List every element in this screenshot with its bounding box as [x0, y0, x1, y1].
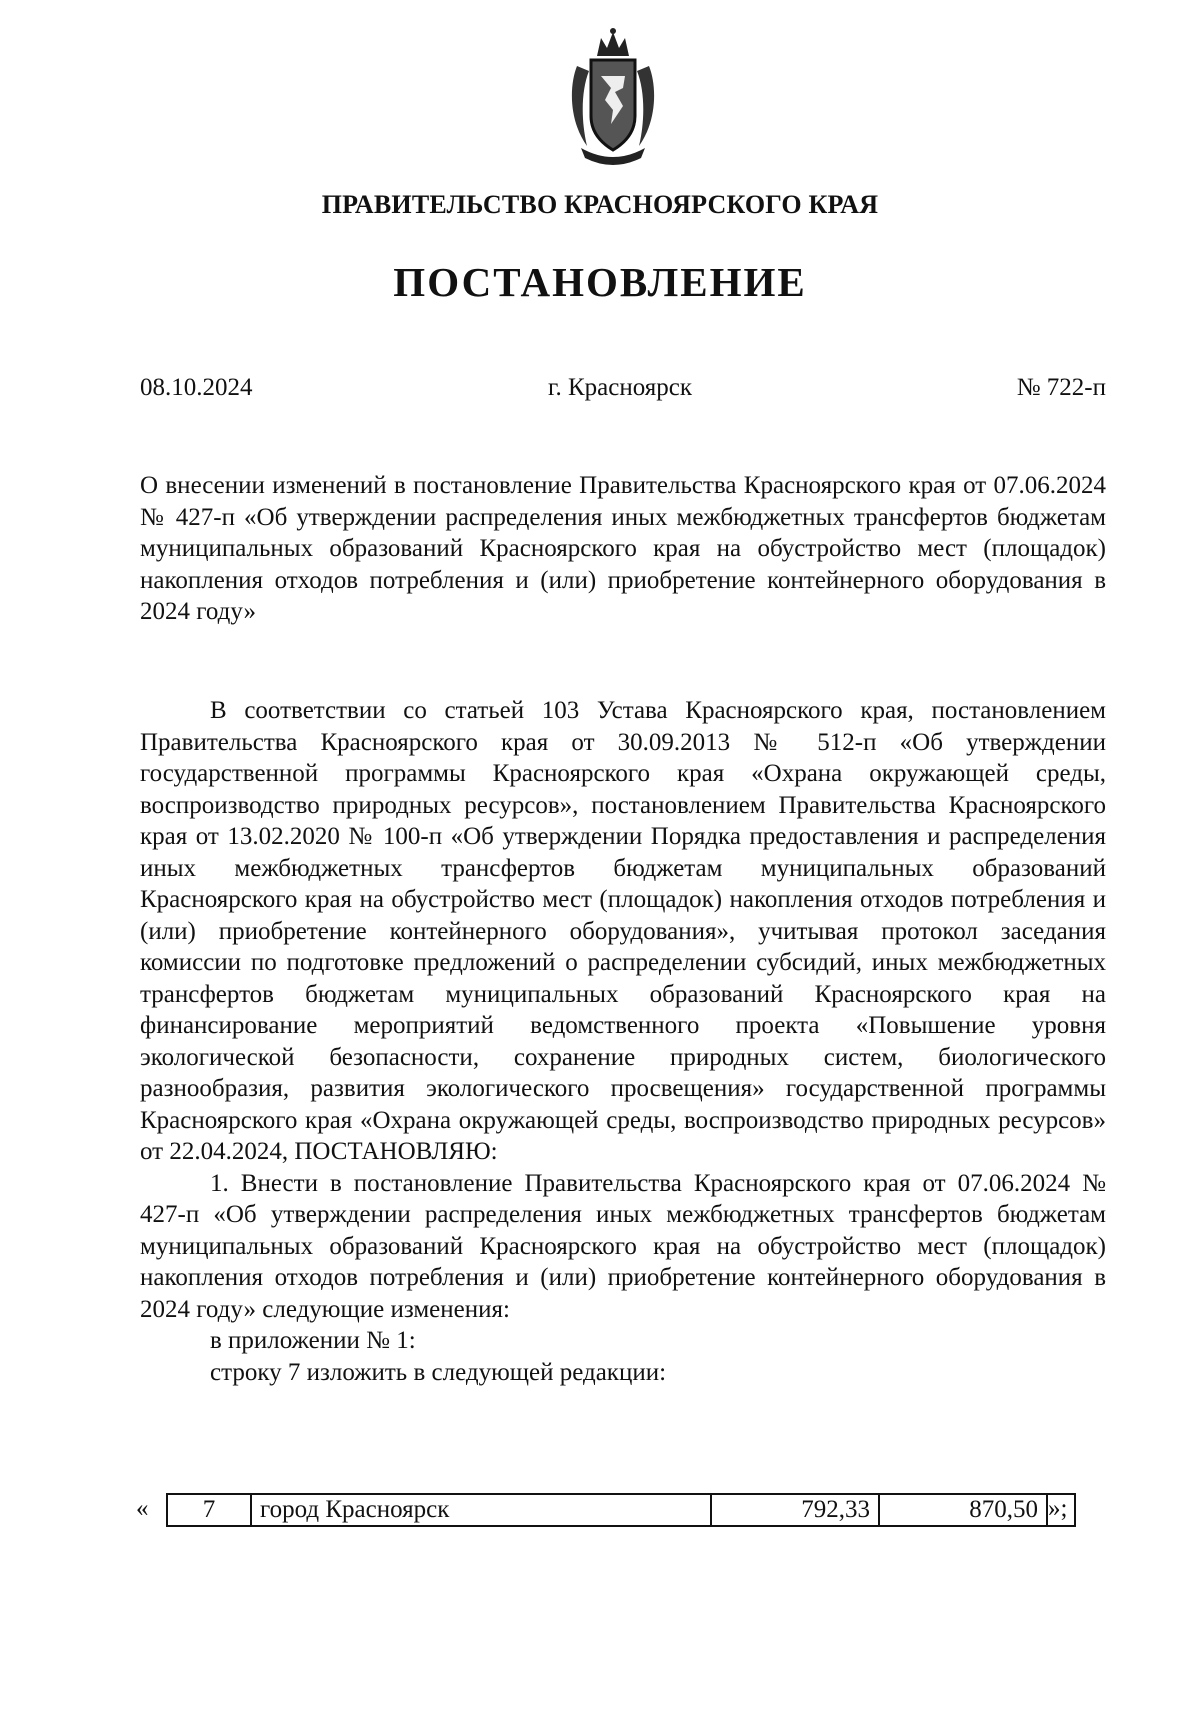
government-name: ПРАВИТЕЛЬСТВО КРАСНОЯРСКОГО КРАЯ: [321, 190, 879, 219]
appendix-line: в приложении № 1:: [210, 1327, 416, 1354]
document-date: 08.10.2024: [140, 374, 253, 401]
preamble-paragraph: В соответствии со статьей 103 Устава Красноярского края, постановлением Правительства Красноярского края от 30.09.2013 № 512-п «Об утверждении государственной программы Красноярского края «Охрана окружающей среды, воспроизводство природных ресурсов», постановлением Правительства Красноярского края от 13.02.2020 № 100-п «Об утверждении Порядка предоставления и распределения иных межбюджетных трансфертов бюджетам муниципальных образований Красноярского края на обустройство мест (площадок) накопления отходов потребления и (или) приобретение контейнерного оборудования», учитывая протокол заседания комиссии по подготовке предложений о распределении субсидий, иных межбюджетных трансфертов бюджетам муниципальных образований Красноярского края на финансирование мероприятий ведомственного проекта «Повышение уровня экологической безопасности, сохранение природных систем, биологического разнообразия, развития экологического просвещения» государственной программы Красноярского края «Охрана окружающей среды, воспроизводство природных ресурсов» от 22.04.2024, ПОСТАНОВЛЯЮ:: [140, 697, 1106, 1165]
instruction-line: строку 7 изложить в следующей редакции:: [210, 1358, 667, 1386]
document-city: г. Красноярск: [548, 374, 692, 401]
amended-table-row: [130, 1493, 1110, 1529]
close-quote: »;: [1048, 1495, 1068, 1522]
item-1-paragraph: 1. Внести в постановление Правительства Красноярского края от 07.06.2024 № 427-п «Об утверждении распределения иных межбюджетных трансфертов бюджетам муниципальных образований Красноярского края на обустройство мест (площадок) накопления отходов потребления и (или) приобретение контейнерного оборудования в 2024 году» следующие изменения:: [140, 1169, 1106, 1323]
row-number-cell: 7: [167, 1494, 251, 1526]
municipality-cell: город Красноярск: [251, 1494, 711, 1526]
document-type: ПОСТАНОВЛЕНИЕ: [393, 259, 807, 305]
value-1-cell: 792,33: [711, 1494, 879, 1526]
coat-of-arms-icon: [567, 26, 659, 166]
table-row: [166, 1493, 1076, 1527]
document-title: О внесении изменений в постановление Правительства Красноярского края от 07.06.2024 № 427-п «Об утверждении распределения иных межбюджетных трансфертов бюджетам муниципальных образований Красноярского края на обустройство мест (площадок) накопления отходов потребления и (или) приобретение контейнерного оборудования в 2024 году»: [140, 472, 1106, 625]
document-body: [140, 695, 1106, 1388]
open-quote: «: [136, 1495, 149, 1522]
document-number: № 722-п: [1016, 374, 1106, 401]
value-2-cell: 870,50: [879, 1494, 1047, 1526]
